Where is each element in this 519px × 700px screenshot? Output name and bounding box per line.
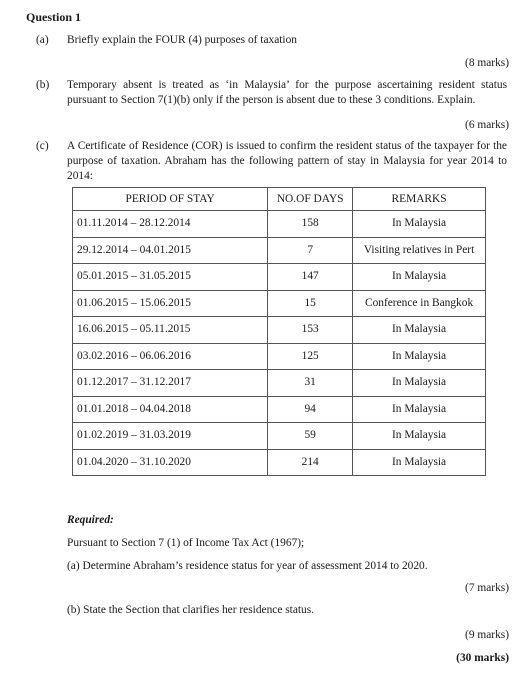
remark-cell: In Malaysia [353,370,486,397]
part-b-marks: (6 marks) [465,119,509,131]
total-marks: (30 marks) [456,652,509,664]
required-intro: Pursuant to Section 7 (1) of Income Tax Act (1967); [67,537,305,549]
part-b-text: Temporary absent is treated as ‘in Malaysia’ for the purpose ascertaining resident status pursuant to Section 7(1)(b) only if the person is absent due to these 3 conditions. Explain. [67,79,507,106]
days-cell: 125 [268,343,353,370]
period-cell: 01.11.2014 – 28.12.2014 [73,211,268,238]
period-cell: 01.02.2019 – 31.03.2019 [73,423,268,450]
period-cell: 05.01.2015 – 31.05.2015 [73,264,268,291]
remark-cell: Conference in Bangkok [353,290,486,317]
table-row [73,290,486,317]
remark-cell: In Malaysia [353,396,486,423]
table-row [73,211,486,238]
period-cell: 01.06.2015 – 15.06.2015 [73,290,268,317]
days-cell: 158 [268,211,353,238]
period-cell: 16.06.2015 – 05.11.2015 [73,317,268,344]
header-remarks: REMARKS [353,188,486,211]
table-row [73,264,486,291]
remark-cell: Visiting relatives in Pert [353,237,486,264]
days-cell: 94 [268,396,353,423]
part-c-text: A Certificate of Residence (COR) is issued to confirm the resident status of the taxpayer for the purpose of taxation. Abraham has the following pattern of stay in Malaysia for year 2014 to 2014: [67,140,507,182]
remark-cell: In Malaysia [353,317,486,344]
remark-cell: In Malaysia [353,423,486,450]
table-row [73,343,486,370]
part-b-label: (b) [36,79,50,91]
days-cell: 214 [268,449,353,476]
remark-cell: In Malaysia [353,449,486,476]
period-cell: 29.12.2014 – 04.01.2015 [73,237,268,264]
required-heading: Required: [67,514,114,526]
table-row [73,317,486,344]
remark-cell: In Malaysia [353,343,486,370]
part-a-text: Briefly explain the FOUR (4) purposes of taxation [67,34,297,46]
required-question-a-marks: (7 marks) [465,582,509,594]
days-cell: 147 [268,264,353,291]
days-cell: 153 [268,317,353,344]
table-row [73,237,486,264]
days-cell: 59 [268,423,353,450]
remark-cell: In Malaysia [353,211,486,238]
period-cell: 01.12.2017 – 31.12.2017 [73,370,268,397]
period-cell: 03.02.2016 – 06.06.2016 [73,343,268,370]
days-cell: 7 [268,237,353,264]
header-days: NO.OF DAYS [268,188,353,211]
period-cell: 01.04.2020 – 31.10.2020 [73,449,268,476]
question-title: Question 1 [26,10,82,24]
remark-cell: In Malaysia [353,264,486,291]
required-question-a: (a) Determine Abraham’s residence status for year of assessment 2014 to 2020. [67,560,428,572]
table-row [73,423,486,450]
period-cell: 01.01.2018 – 04.04.2018 [73,396,268,423]
table-row [73,449,486,476]
table-row [73,370,486,397]
table-row [73,396,486,423]
part-a-marks: (8 marks) [465,57,509,69]
required-question-b-marks: (9 marks) [465,629,509,641]
table-header-row [73,188,486,211]
days-cell: 31 [268,370,353,397]
days-cell: 15 [268,290,353,317]
stay-table [72,187,486,476]
part-c-label: (c) [36,140,49,152]
part-a-label: (a) [36,34,49,46]
header-period: PERIOD OF STAY [73,188,268,211]
required-question-b: (b) State the Section that clarifies her residence status. [67,604,315,616]
